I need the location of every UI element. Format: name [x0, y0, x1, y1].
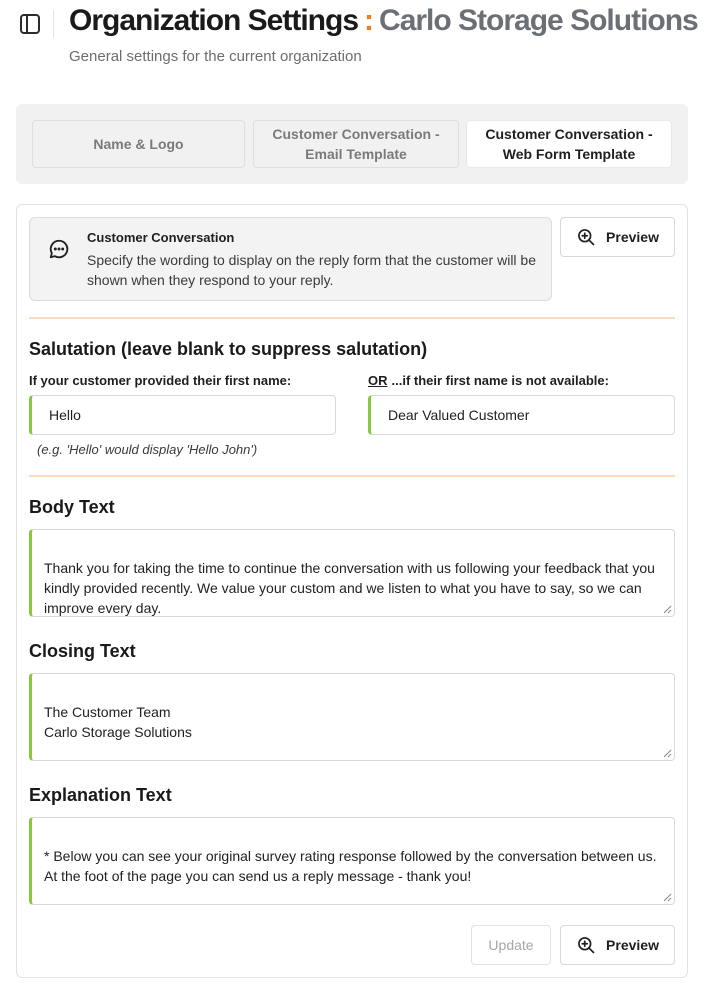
resize-handle-icon[interactable]	[663, 605, 672, 614]
chat-bubble-icon	[48, 238, 70, 260]
salutation-hint: (e.g. 'Hello' would display 'Hello John')	[37, 442, 258, 457]
info-title: Customer Conversation	[87, 230, 235, 245]
sidebar-toggle-icon[interactable]	[18, 12, 42, 36]
or-label: OR	[368, 373, 388, 388]
body-text-title: Body Text	[29, 497, 115, 517]
page-header	[0, 0, 708, 90]
zoom-in-icon	[576, 227, 596, 247]
section-divider	[29, 317, 675, 319]
first-name-label: If your customer provided their first name:	[29, 373, 292, 388]
resize-handle-icon[interactable]	[663, 893, 672, 902]
salutation-fallback-input[interactable]: Dear Valued Customer	[368, 395, 675, 435]
preview-button-label: Preview	[606, 229, 659, 245]
settings-tabs	[16, 104, 688, 184]
page-title-org-name: Carlo Storage Solutions	[379, 4, 698, 37]
preview-button-top[interactable]	[560, 217, 675, 257]
web-form-template-panel	[16, 204, 688, 978]
page-title-main: Organization Settings	[69, 4, 359, 37]
salutation-title: Salutation (leave blank to suppress salutation)	[29, 339, 428, 359]
preview-button-label: Preview	[606, 937, 659, 953]
resize-handle-icon[interactable]	[663, 749, 672, 758]
salutation-first-name-input[interactable]: Hello	[29, 395, 336, 435]
update-button[interactable]: Update	[471, 925, 551, 965]
no-first-name-label	[368, 373, 609, 388]
info-text: Specify the wording to display on the reply form that the customer will be shown when they respond to your reply.	[87, 252, 536, 288]
explanation-text-value: * Below you can see your original survey rating response followed by the conversation between us. At the foot of the page you can send us a reply message - thank you!	[44, 848, 657, 884]
info-box	[29, 217, 552, 301]
preview-button-bottom[interactable]	[560, 925, 675, 965]
tab-name-and-logo[interactable]: Name & Logo	[32, 120, 245, 168]
page-subtitle: General settings for the current organization	[69, 48, 362, 65]
closing-text-value: The Customer Team Carlo Storage Solutions	[44, 704, 192, 740]
body-text-textarea[interactable]	[29, 529, 675, 617]
explanation-text-title: Explanation Text	[29, 785, 172, 805]
body-text-value: Thank you for taking the time to continue the conversation with us following your feedback that you kindly provided recently. We value your custom and we listen to what you have to say, so we can improve every day.	[44, 560, 655, 616]
no-first-name-label-text: ...if their first name is not available:	[391, 373, 609, 388]
page-title-separator: :	[364, 4, 374, 37]
tab-email-template[interactable]: Customer Conversation - Email Template	[253, 120, 459, 168]
explanation-text-textarea[interactable]	[29, 817, 675, 905]
header-divider	[53, 10, 54, 38]
section-divider	[29, 475, 675, 477]
tab-web-form-template[interactable]: Customer Conversation - Web Form Template	[466, 120, 672, 168]
zoom-in-icon	[576, 935, 596, 955]
closing-text-textarea[interactable]	[29, 673, 675, 761]
page-title	[69, 4, 698, 38]
closing-text-title: Closing Text	[29, 641, 136, 661]
